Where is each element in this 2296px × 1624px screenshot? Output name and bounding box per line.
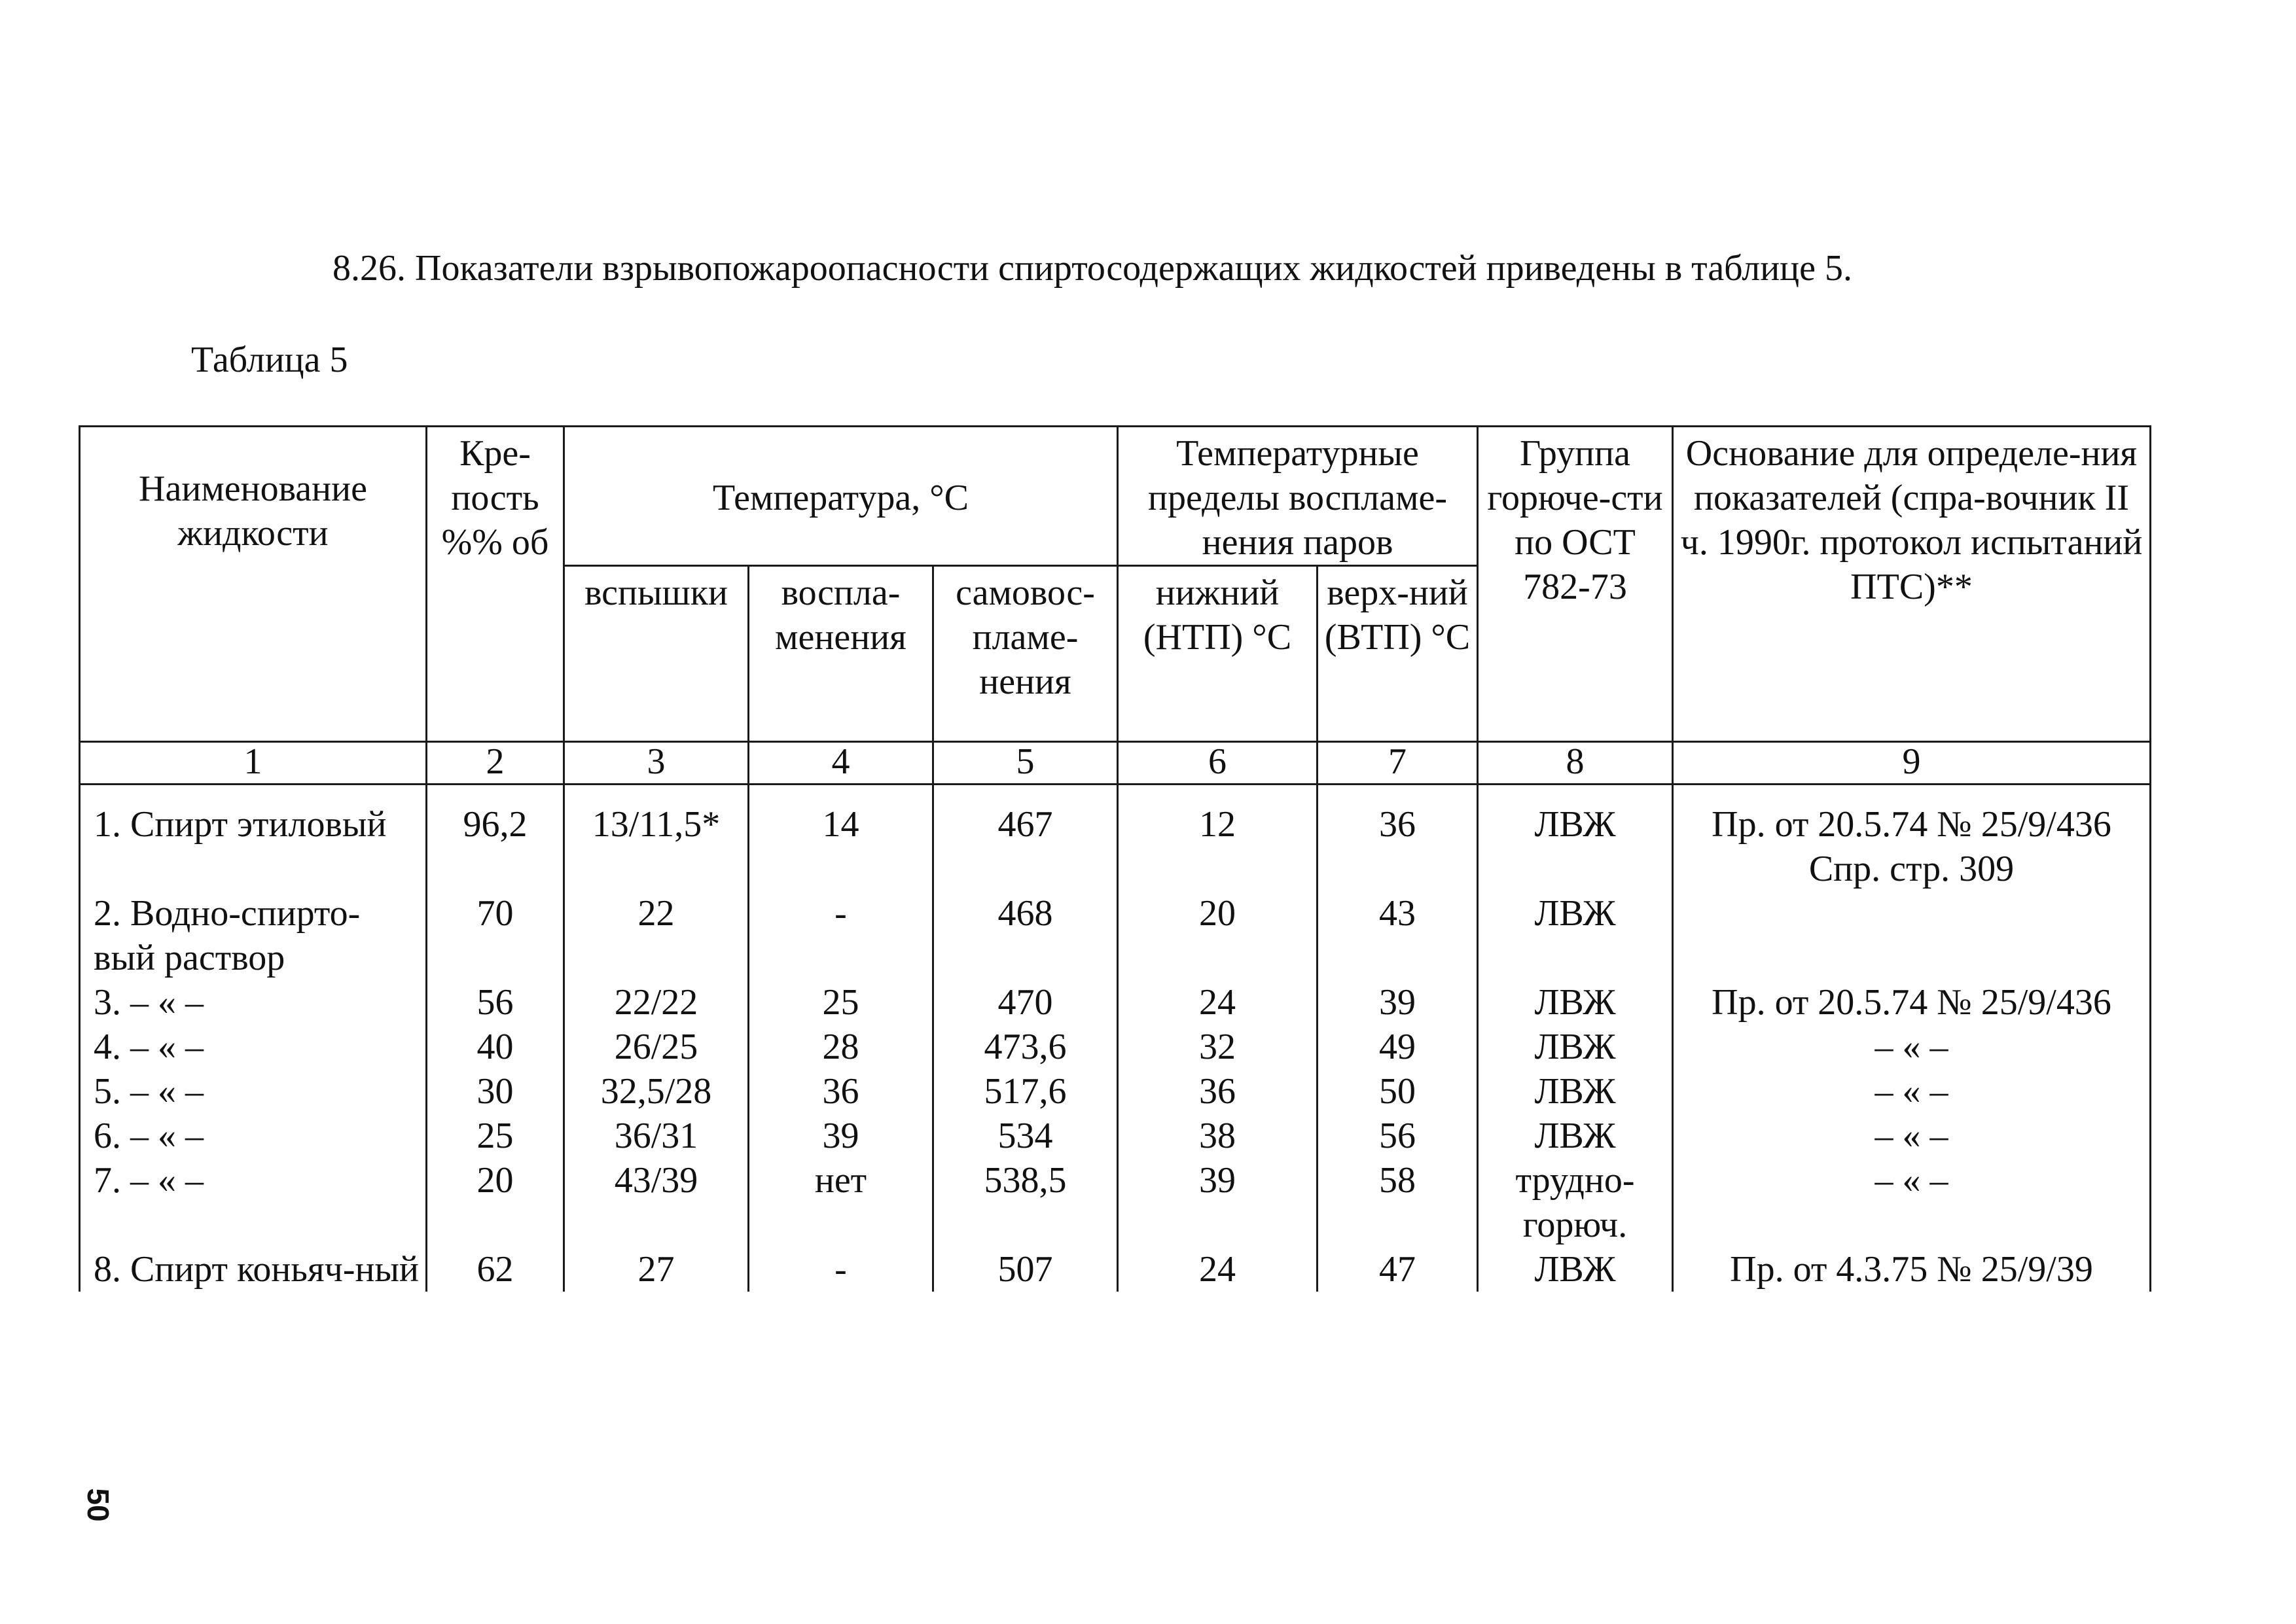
cell-ignition: 36	[749, 1069, 933, 1114]
header-autoignition: самовос-пламе-нения	[933, 566, 1118, 742]
cell-name: 2. Водно-спирто-вый раствор	[80, 891, 427, 980]
cell-ignition: нет	[749, 1158, 933, 1247]
table-row	[80, 1114, 2151, 1158]
cell-flash: 26/25	[564, 1025, 749, 1069]
header-ignition: воспла-менения	[749, 566, 933, 742]
header-limits: Температурные пределы воспламе-нения паров	[1118, 427, 1478, 566]
column-number: 3	[564, 742, 749, 785]
header-flammability-group: Группа горюче-сти по ОСТ 782-73	[1478, 427, 1673, 742]
cell-flash: 22	[564, 891, 749, 980]
header-upper-limit: верх-ний (ВТП) °C	[1318, 566, 1478, 742]
cell-autoignition: 534	[933, 1114, 1118, 1158]
cell-lower: 36	[1118, 1069, 1318, 1114]
cell-flash: 43/39	[564, 1158, 749, 1247]
cell-autoignition: 467	[933, 785, 1118, 892]
cell-name: 8. Спирт коньяч-ный	[80, 1247, 427, 1292]
cell-name: 1. Спирт этиловый	[80, 785, 427, 892]
header-flash: вспышки	[564, 566, 749, 742]
cell-flash: 36/31	[564, 1114, 749, 1158]
table-caption: Таблица 5	[191, 340, 348, 380]
column-number: 8	[1478, 742, 1673, 785]
column-number: 5	[933, 742, 1118, 785]
cell-lower: 32	[1118, 1025, 1318, 1069]
column-number: 1	[80, 742, 427, 785]
cell-strength: 25	[427, 1114, 564, 1158]
cell-strength: 40	[427, 1025, 564, 1069]
cell-ignition: 25	[749, 980, 933, 1025]
cell-autoignition: 517,6	[933, 1069, 1118, 1114]
table-row	[80, 1025, 2151, 1069]
cell-basis: Пр. от 4.3.75 № 25/9/39	[1673, 1247, 2151, 1292]
cell-lower: 24	[1118, 1247, 1318, 1292]
cell-basis: – « –	[1673, 1025, 2151, 1069]
cell-basis: – « –	[1673, 1158, 2151, 1247]
cell-strength: 62	[427, 1247, 564, 1292]
cell-upper: 47	[1318, 1247, 1478, 1292]
cell-group: ЛВЖ	[1478, 1247, 1673, 1292]
cell-group: трудно-горюч.	[1478, 1158, 1673, 1247]
table-row	[80, 980, 2151, 1025]
cell-upper: 50	[1318, 1069, 1478, 1114]
cell-name: 3. – « –	[80, 980, 427, 1025]
cell-basis: – « –	[1673, 1069, 2151, 1114]
cell-lower: 24	[1118, 980, 1318, 1025]
cell-basis	[1673, 891, 2151, 980]
data-table	[79, 425, 2151, 1292]
cell-name: 6. – « –	[80, 1114, 427, 1158]
cell-lower: 39	[1118, 1158, 1318, 1247]
cell-flash: 13/11,5*	[564, 785, 749, 892]
cell-ignition: -	[749, 891, 933, 980]
cell-basis: Пр. от 20.5.74 № 25/9/436	[1673, 980, 2151, 1025]
cell-upper: 43	[1318, 891, 1478, 980]
cell-flash: 22/22	[564, 980, 749, 1025]
cell-upper: 39	[1318, 980, 1478, 1025]
table-row	[80, 891, 2151, 980]
cell-ignition: -	[749, 1247, 933, 1292]
cell-flash: 32,5/28	[564, 1069, 749, 1114]
header-basis: Основание для определе-ния показателей (спра-вочник II ч. 1990г. протокол испытаний ПТС)**	[1673, 427, 2151, 742]
column-number: 4	[749, 742, 933, 785]
cell-group: ЛВЖ	[1478, 980, 1673, 1025]
cell-group: ЛВЖ	[1478, 1025, 1673, 1069]
table-row	[80, 785, 2151, 892]
cell-flash: 27	[564, 1247, 749, 1292]
cell-group: ЛВЖ	[1478, 891, 1673, 980]
cell-group: ЛВЖ	[1478, 1114, 1673, 1158]
column-number: 9	[1673, 742, 2151, 785]
cell-group: ЛВЖ	[1478, 1069, 1673, 1114]
cell-upper: 56	[1318, 1114, 1478, 1158]
cell-basis: – « –	[1673, 1114, 2151, 1158]
cell-strength: 30	[427, 1069, 564, 1114]
column-number: 7	[1318, 742, 1478, 785]
cell-name: 5. – « –	[80, 1069, 427, 1114]
header-lower-limit: нижний (НТП) °C	[1118, 566, 1318, 742]
cell-basis: Пр. от 20.5.74 № 25/9/436 Спр. стр. 309	[1673, 785, 2151, 892]
cell-autoignition: 470	[933, 980, 1118, 1025]
cell-strength: 56	[427, 980, 564, 1025]
cell-name: 7. – « –	[80, 1158, 427, 1247]
table-row	[80, 1247, 2151, 1292]
cell-autoignition: 538,5	[933, 1158, 1118, 1247]
cell-strength: 96,2	[427, 785, 564, 892]
cell-upper: 36	[1318, 785, 1478, 892]
header-temperature: Температура, °C	[564, 427, 1118, 566]
cell-ignition: 39	[749, 1114, 933, 1158]
cell-name: 4. – « –	[80, 1025, 427, 1069]
cell-autoignition: 507	[933, 1247, 1118, 1292]
table-row	[80, 1069, 2151, 1114]
cell-autoignition: 473,6	[933, 1025, 1118, 1069]
header-strength: Кре-пость %% об	[427, 427, 564, 742]
cell-ignition: 28	[749, 1025, 933, 1069]
column-number: 2	[427, 742, 564, 785]
cell-strength: 20	[427, 1158, 564, 1247]
cell-lower: 38	[1118, 1114, 1318, 1158]
header-name: Наименование жидкости	[80, 427, 427, 742]
intro-paragraph: 8.26. Показатели взрывопожароопасности спиртосодержащих жидкостей приведены в таблице 5.	[332, 248, 1853, 289]
table-row	[80, 1158, 2151, 1247]
cell-lower: 20	[1118, 891, 1318, 980]
cell-upper: 58	[1318, 1158, 1478, 1247]
cell-group: ЛВЖ	[1478, 785, 1673, 892]
column-number: 6	[1118, 742, 1318, 785]
cell-strength: 70	[427, 891, 564, 980]
cell-upper: 49	[1318, 1025, 1478, 1069]
cell-ignition: 14	[749, 785, 933, 892]
cell-lower: 12	[1118, 785, 1318, 892]
cell-autoignition: 468	[933, 891, 1118, 980]
page-number: 50	[81, 1488, 115, 1522]
